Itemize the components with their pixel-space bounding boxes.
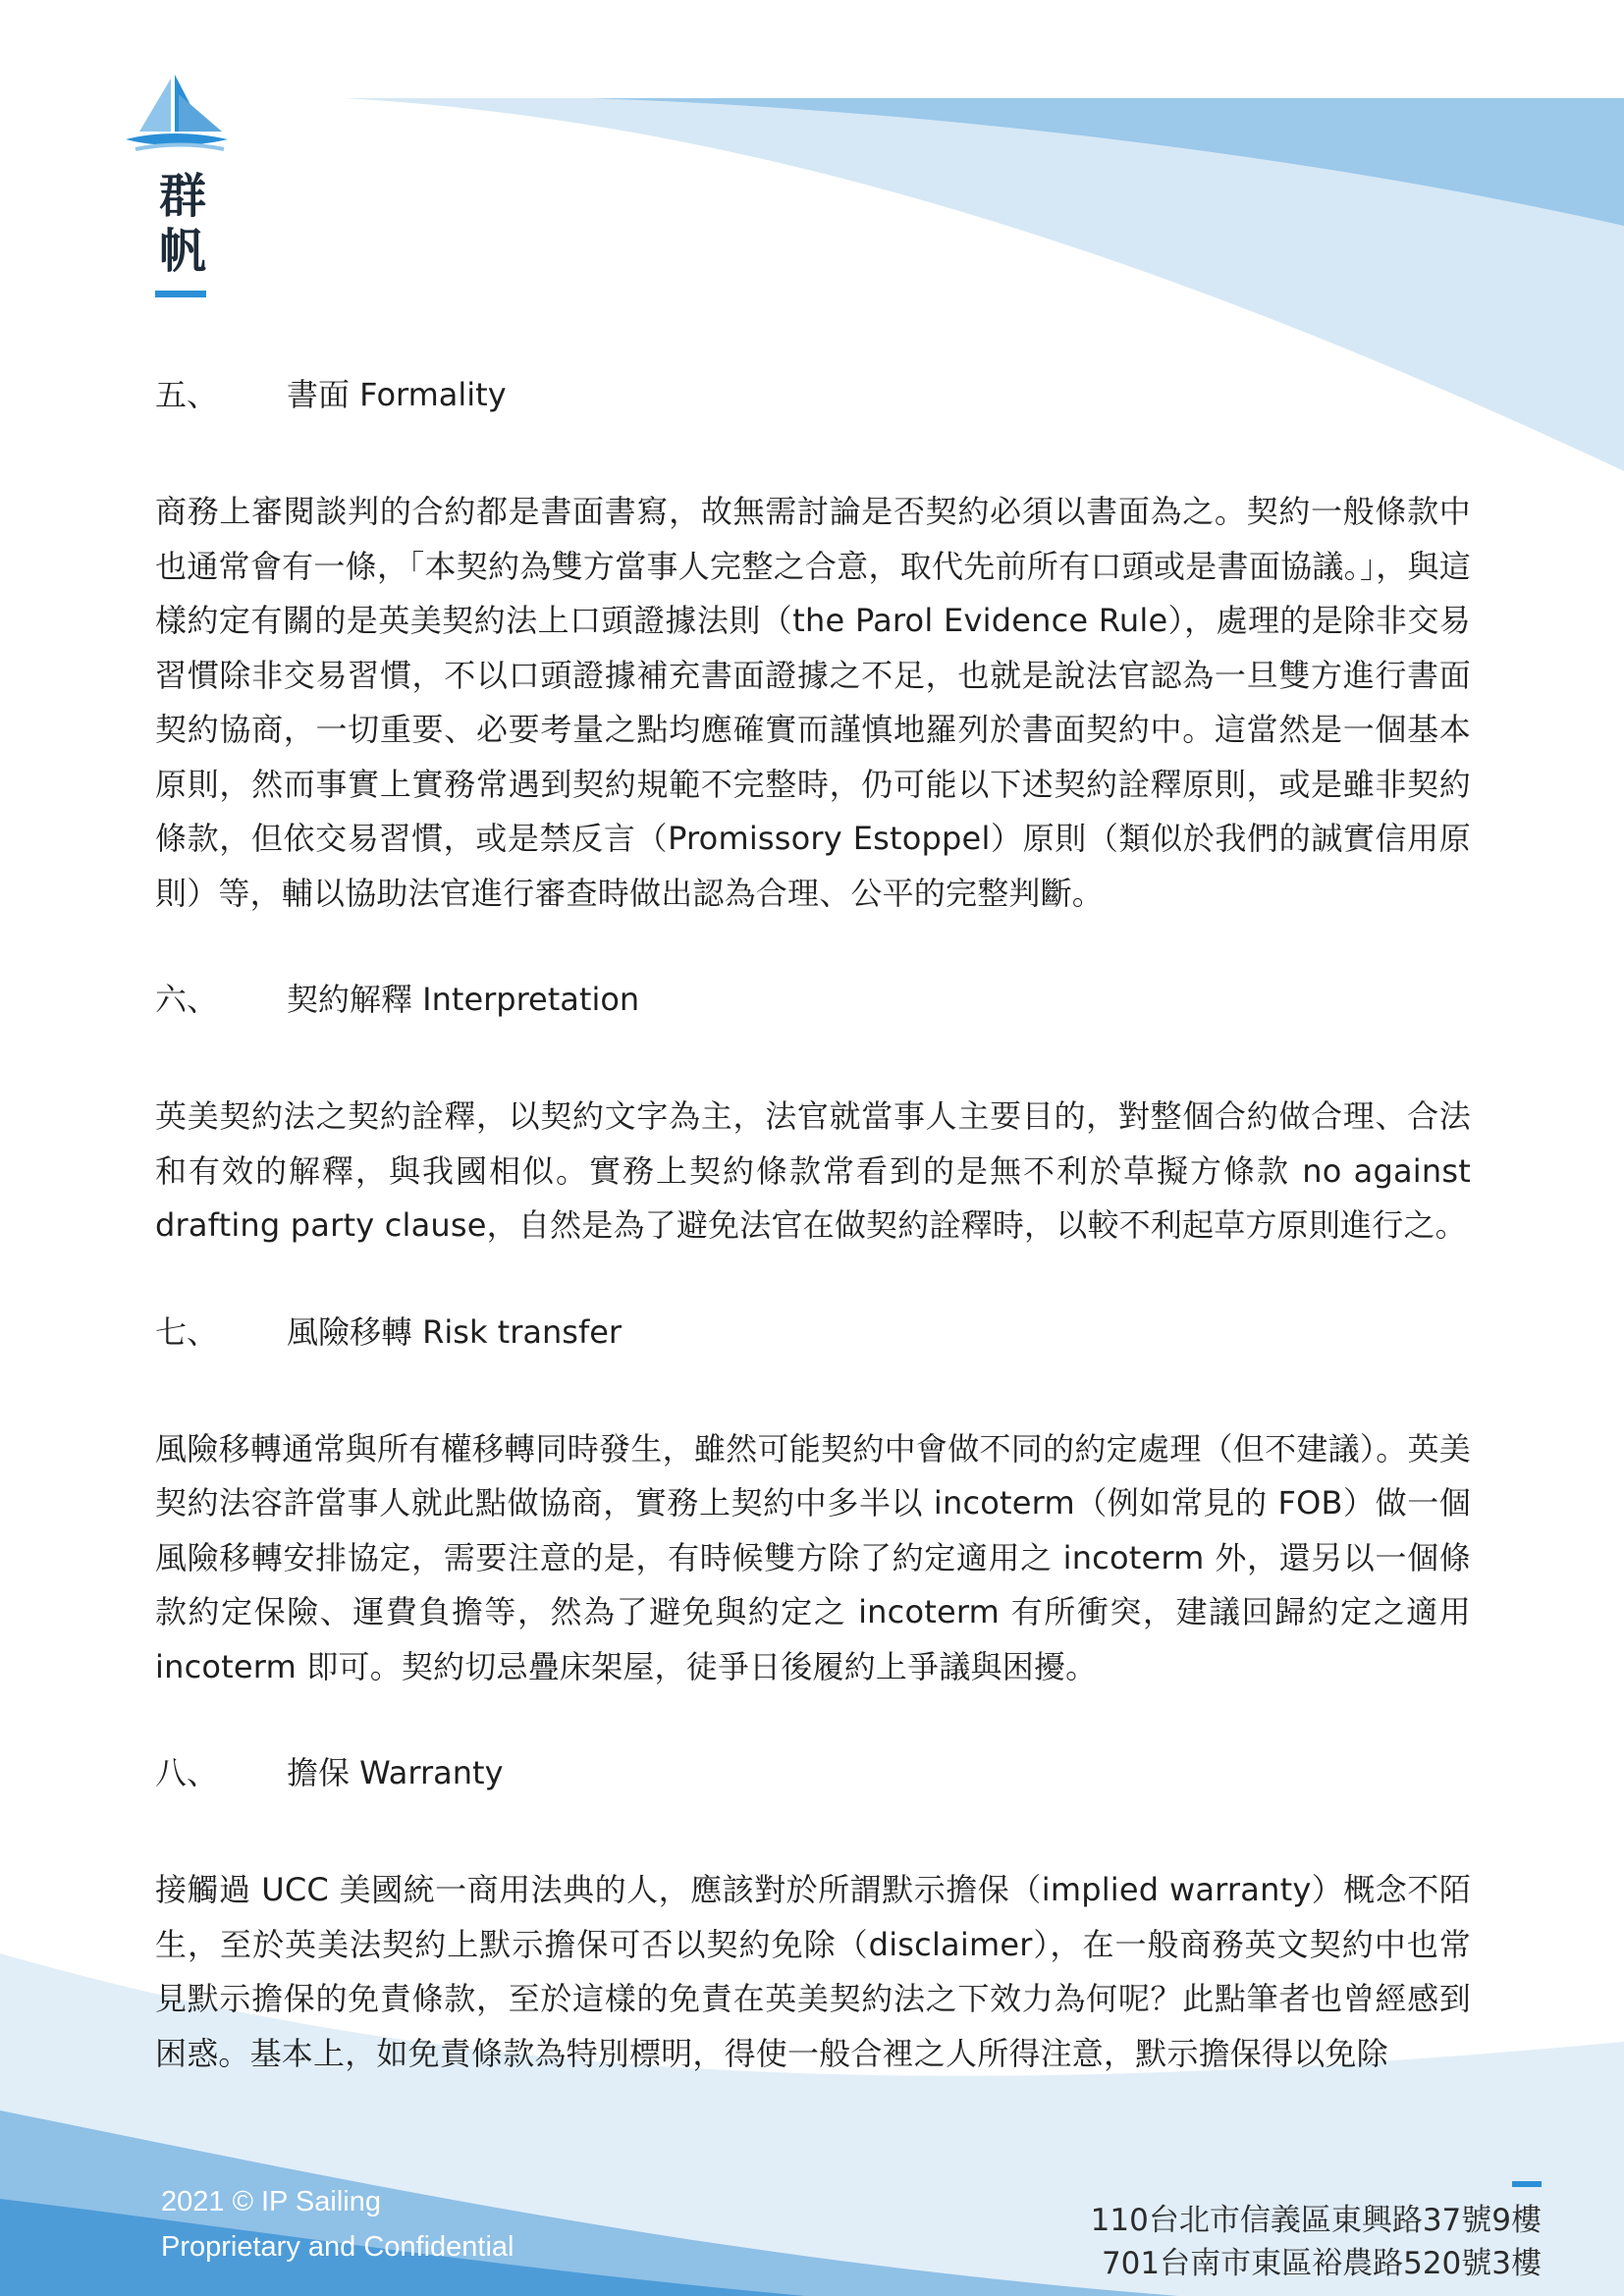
logo-char-2: 帆: [158, 224, 206, 279]
logo-accent-bar: [155, 291, 206, 297]
footer-confidential: Proprietary and Confidential: [161, 2231, 514, 2263]
section-paragraph: 風險移轉通常與所有權移轉同時發生，雖然可能契約中會做不同的約定處理（但不建議）。英美契約法容許當事人就此點做協商，實務上契約中多半以 incoterm（例如常見的 FOB）做一個風險移轉安排協定，需要注意的是，有時候雙方除了約定適用之 incoterm 外，還另以一個條款約定保險、運費負擔等，然為了避免與約定之 incoterm 有所衝突，建議回歸約定之適用 incoterm 即可。契約切忌疊床架屋，徒爭日後履約上爭議與困擾。: [155, 1429, 1471, 1685]
logo-char-1: 群: [158, 169, 206, 224]
section-heading-5: [155, 365, 1471, 424]
section-title: 擔保 Warranty: [287, 1754, 504, 1791]
footer-accent-dash: [1512, 2181, 1542, 2187]
section-number: 八、: [155, 1754, 219, 1791]
footer-copyright: 2021 © IP Sailing: [161, 2186, 381, 2217]
document-body: [155, 365, 1471, 2081]
section-number: 六、: [155, 981, 219, 1018]
section-heading-6: [155, 970, 1471, 1029]
sailboat-logo-icon: [126, 75, 234, 153]
section-paragraph: 英美契約法之契約詮釋，以契約文字為主，法官就當事人主要目的，對整個合約做合理、合法和有效的解釋，與我國相似。實務上契約條款常看到的是無不利於草擬方條款 no against drafting party clause，自然是為了避免法官在做契約詮釋時，以較不利起草方原則進行之。: [155, 1097, 1471, 1244]
section-paragraph: 商務上審閱談判的合約都是書面書寫，故無需討論是否契約必須以書面為之。契約一般條款中也通常會有一條，「本契約為雙方當事人完整之合意，取代先前所有口頭或是書面協議。」，與這樣約定有關的是英美契約法上口頭證據法則（the Parol Evidence Rule），處理的是除非交易習慣除非交易習慣，不以口頭證據補充書面證據之不足，也就是說法官認為一旦雙方進行書面契約協商，一切重要、必要考量之點均應確實而謹慎地羅列於書面契約中。這當然是一個基本原則，然而事實上實務常遇到契約規範不完整時，仍可能以下述契約詮釋原則，或是雖非契約條款，但依交易習慣，或是禁反言（Promissory Estoppel）原則（類似於我們的誠實信用原則）等，輔以協助法官進行審查時做出認為合理、公平的完整判斷。: [155, 493, 1471, 912]
footer-addresses: [1091, 2199, 1542, 2285]
address-taipei: 110台北市信義區東興路37號9樓: [1090, 2203, 1542, 2238]
section-title: 契約解釋 Interpretation: [287, 981, 640, 1018]
section-number: 五、: [155, 376, 219, 413]
section-title: 風險移轉 Risk transfer: [287, 1312, 623, 1351]
section-title: 書面 Formality: [287, 376, 507, 413]
address-tainan: 701台南市東區裕農路520號3樓: [1101, 2246, 1542, 2281]
section-number: 七、: [155, 1312, 219, 1351]
section-heading-8: [155, 1743, 1471, 1802]
section-heading-7: [155, 1303, 1471, 1362]
footer-copyright-block: [161, 2179, 514, 2269]
logo-name: [155, 169, 210, 279]
section-paragraph: 接觸過 UCC 美國統一商用法典的人，應該對於所謂默示擔保（implied warranty）概念不陌生，至於英美法契約上默示擔保可否以契約免除（disclaimer），在一般商務英文契約中也常見默示擔保的免責條款，至於這樣的免責在英美契約法之下效力為何呢？此點筆者也曾經感到困惑。基本上，如免責條款為特別標明，得使一般合裡之人所得注意，默示擔保得以免除: [155, 1871, 1471, 2072]
